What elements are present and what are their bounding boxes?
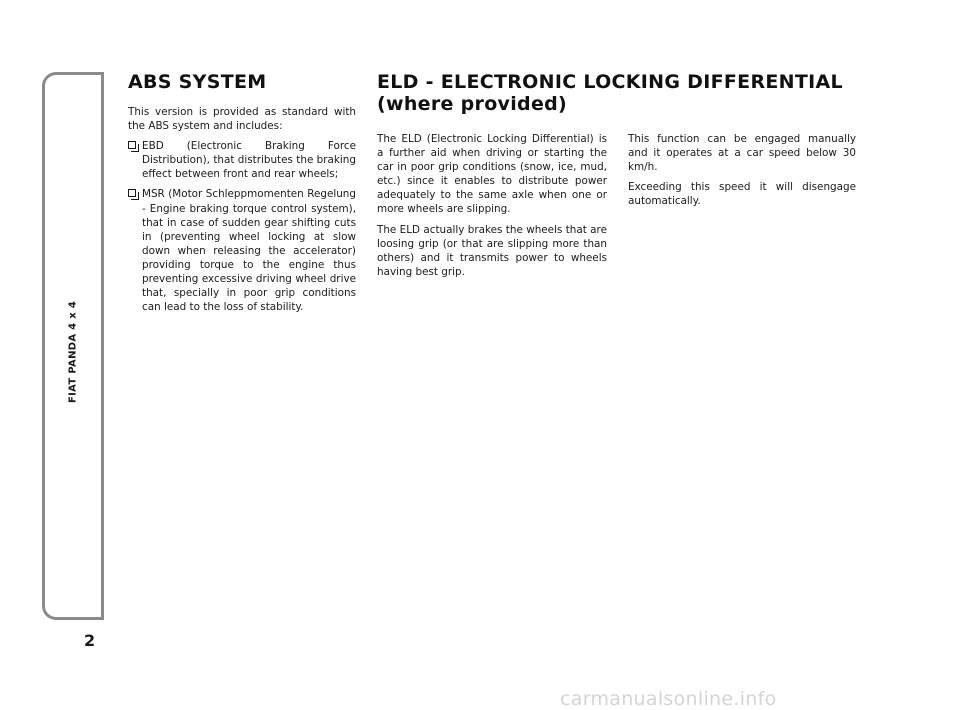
- eld-column-2: [628, 132, 856, 214]
- abs-bullet-msr: [128, 187, 356, 314]
- eld-paragraph: The ELD actually brakes the wheels that are loosing grip (or that are slipping more than others) and it transmits power to wheels having best grip.: [377, 223, 607, 278]
- checkbox-bullet-icon: [128, 141, 136, 149]
- eld-heading-line2: (where provided): [377, 93, 568, 115]
- eld-heading: [377, 71, 847, 115]
- abs-intro: This version is provided as standard with the ABS system and includes:: [128, 106, 356, 133]
- checkbox-bullet-icon: [128, 189, 136, 197]
- eld-paragraph: This function can be engaged manually and it operates at a car speed below 30 km/h.: [628, 133, 856, 174]
- abs-bullet-text: EBD (Electronic Braking Force Distribution), that distributes the braking effect between front and rear wheels;: [142, 140, 356, 181]
- abs-bullet-ebd: [128, 139, 356, 181]
- eld-paragraph: Exceeding this speed it will disengage automatically.: [628, 181, 856, 208]
- side-model-label: FIAT PANDA 4 x 4: [67, 301, 79, 403]
- page-number: 2: [84, 631, 96, 650]
- eld-paragraph: The ELD (Electronic Locking Differential) is a further aid when driving or starting the car in poor grip conditions (snow, ice, mud, etc.) since it enables to distribute power adequately to the same axle when one or more wheels are slipping.: [377, 133, 607, 216]
- abs-section: [128, 71, 356, 320]
- abs-bullet-list: [128, 139, 356, 314]
- eld-column-1: [377, 132, 607, 285]
- abs-bullet-text: MSR (Motor Schleppmomenten Regelung - Engine braking torque control system), that in case of sudden gear shifting cuts in (preventing wheel locking at slow down when releasing the accelerator) providing torque to the engine thus preventing excessive driving wheel drive that, specially in poor grip conditions can lead to the loss of stability.: [142, 188, 356, 314]
- watermark-text: carmanualsonline.info: [560, 688, 777, 710]
- eld-heading-line1: ELD - ELECTRONIC LOCKING DIFFERENTIAL: [377, 71, 843, 93]
- abs-heading: ABS SYSTEM: [128, 71, 267, 93]
